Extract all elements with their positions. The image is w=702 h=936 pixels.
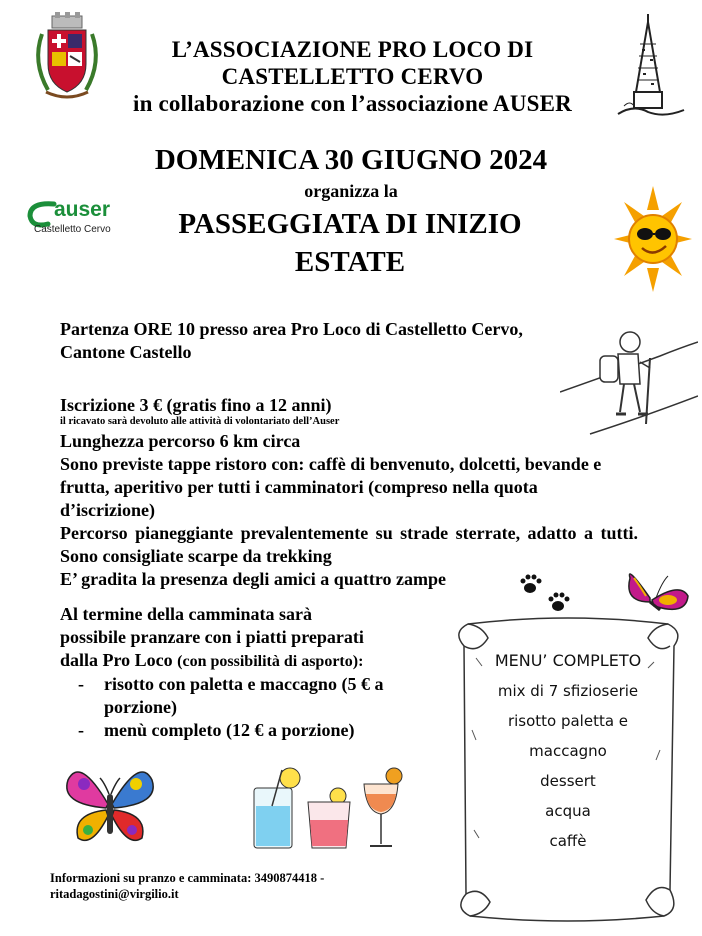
event-title [100, 208, 600, 279]
organizza-label: organizza la [304, 181, 398, 201]
partenza-line1: Partenza ORE 10 presso area Pro Loco di Castelletto Cervo, [60, 319, 523, 339]
lunghezza-line: Lunghezza percorso 6 km circa [60, 431, 301, 451]
ricavato-note: il ricavato sarà devoluto alle attività di volontariato dell’Auser [60, 416, 340, 427]
termine-line1: Al termine della camminata sarà [60, 604, 312, 624]
list-item: maccagno [529, 742, 607, 760]
association-town: CASTELLETTO CERVO [221, 64, 484, 89]
list-item: acqua [545, 802, 591, 820]
collaboration-line: in collaborazione con l’associazione AUSER [132, 91, 572, 116]
footer-info-line1: Informazioni su pranzo e camminata: 3490874418 - [50, 871, 325, 885]
list-item: dessert [540, 772, 596, 790]
event-title-line1: PASSEGGIATA DI INIZIO [178, 208, 522, 240]
auser-logo-word: auser [54, 198, 111, 221]
list-item: caffè [549, 832, 587, 850]
event-date: DOMENICA 30 GIUGNO 2024 [154, 144, 548, 176]
details-block [60, 318, 640, 364]
list-item: - risotto con paletta e maccagno (5 € a porzione) [60, 673, 430, 719]
partenza-line2: Cantone Castello [60, 342, 192, 362]
percorso-paragraph: Percorso pianeggiante prevalentemente su strade sterrate, adatto a tutti. Sono consigliate scarpe da trekking [60, 523, 638, 566]
lunch-options [60, 673, 440, 742]
tappe-paragraph: Sono previste tappe ristoro con: caffè di benvenuto, dolcetti, bevande e frutta, aperitivo per tutti i camminatori (compreso nella quota d’iscrizione) [60, 454, 602, 520]
termine-line2: possibile pranzare con i piatti preparati [60, 627, 364, 647]
association-title: L’ASSOCIAZIONE PRO LOCO DI [171, 37, 534, 62]
sun-with-sunglasses-icon [612, 184, 694, 294]
iscrizione-line: Iscrizione 3 € (gratis fino a 12 anni) [60, 395, 332, 415]
list-item: risotto paletta e [507, 712, 629, 730]
menu-scroll [448, 610, 688, 926]
amici-line: E’ gradita la presenza degli amici a quattro zampe [60, 569, 446, 589]
list-item: - menù completo (12 € a porzione) [60, 719, 440, 742]
event-title-line2: ESTATE [294, 246, 406, 278]
termine-line3b: (con possibilità di asporto): [177, 653, 364, 670]
list-item: mix di 7 sfizioserie [497, 682, 639, 700]
footer-email: ritadagostini@virgilio.it [50, 887, 179, 901]
cocktail-glasses-icon [246, 766, 408, 854]
auser-logo-sub: Castelletto Cervo [34, 224, 111, 235]
butterfly-icon [60, 760, 160, 852]
termine-line3: dalla Pro Loco [60, 650, 173, 670]
menu-scroll-title: MENU’ COMPLETO [494, 651, 642, 670]
